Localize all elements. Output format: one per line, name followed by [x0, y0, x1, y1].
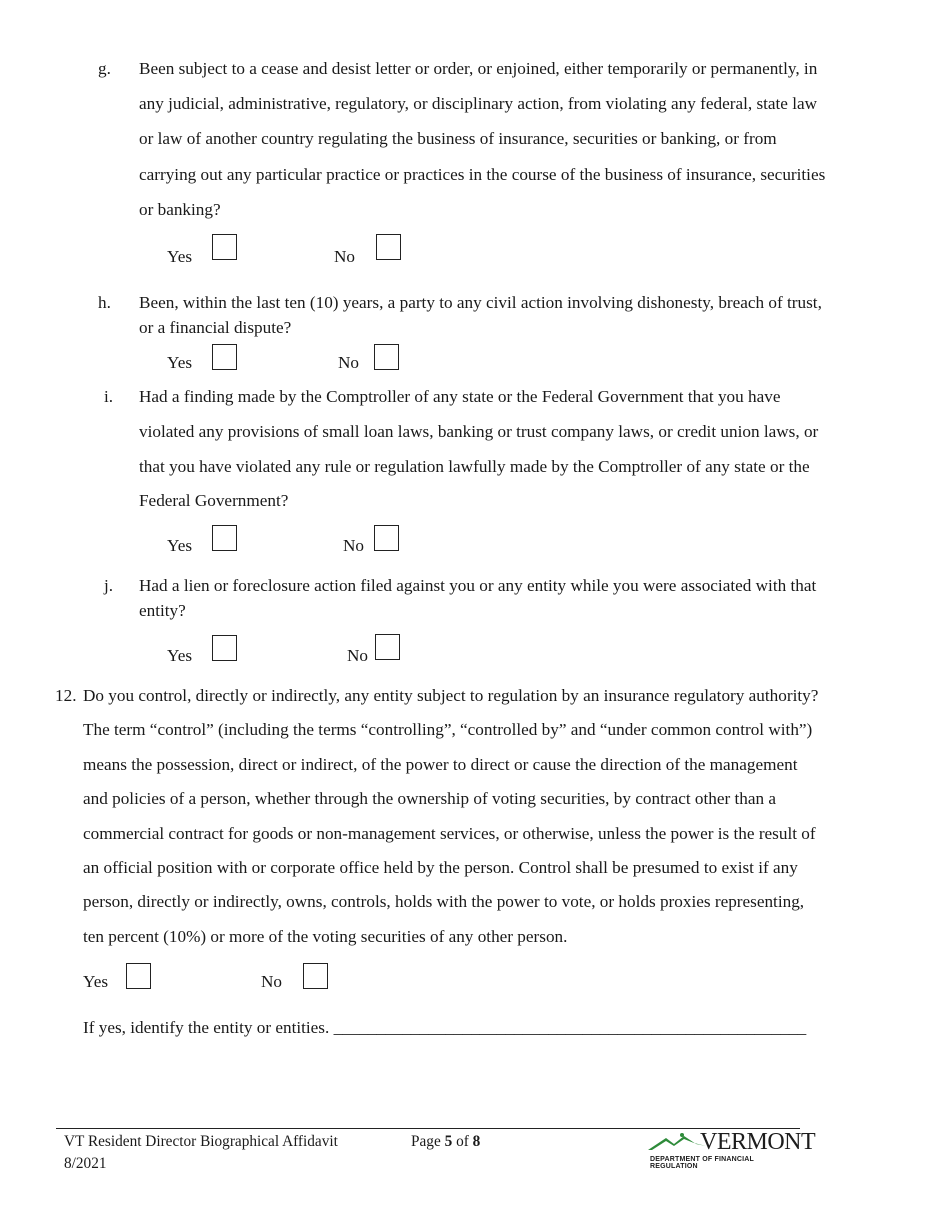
item-i-line-4: Federal Government? [139, 491, 289, 510]
item-j-no-label: No [347, 646, 369, 665]
question-12-line-6: an official position with or corporate office held by the person. Control shall be presumed to exist if any [83, 858, 798, 877]
question-12-no-checkbox[interactable] [303, 963, 328, 989]
item-h-line-1: Been, within the last ten (10) years, a party to any civil action involving dishonesty, breach of trust, [139, 293, 822, 312]
question-12-no-label: No [261, 972, 283, 991]
item-i-line-2: violated any provisions of small loan laws, banking or trust company laws, or credit union laws, or [139, 422, 819, 441]
item-i-no-checkbox[interactable] [374, 525, 399, 551]
item-g-line-5: or banking? [139, 200, 221, 219]
logo-vermont: VERMONT [700, 1129, 816, 1155]
item-j-letter: j. [104, 576, 114, 595]
item-g-line-2: any judicial, administrative, regulatory, or disciplinary action, from violating any federal, state law [139, 94, 818, 113]
logo-department: DEPARTMENT OF FINANCIAL REGULATION [650, 1156, 754, 1170]
item-i-letter: i. [104, 387, 114, 406]
item-j-no-checkbox[interactable] [375, 634, 400, 660]
question-12-line-8: ten percent (10%) or more of the voting securities of any other person. [83, 927, 568, 946]
item-g-line-1: Been subject to a cease and desist letter or order, or enjoined, either temporarily or permanently, in [139, 59, 818, 78]
item-j-line-2: entity? [139, 601, 186, 620]
item-i-line-1: Had a finding made by the Comptroller of any state or the Federal Government that you have [139, 387, 781, 406]
mountain-icon [648, 1132, 706, 1152]
question-12-line-3: means the possession, direct or indirect, of the power to direct or cause the direction of the management [83, 755, 798, 774]
item-j-line-1: Had a lien or foreclosure action filed against you or any entity while you were associated with that [139, 576, 817, 595]
question-12-number: 12. [55, 686, 77, 705]
question-12-line-7: person, directly or indirectly, owns, controls, holds with the power to vote, or holds proxies representing, [83, 892, 805, 911]
question-12-line-4: and policies of a person, whether through the ownership of voting securities, by contract other than a [83, 789, 777, 808]
item-j-yes-checkbox[interactable] [212, 635, 237, 661]
page-word: Page [411, 1133, 441, 1150]
question-12-line-2: The term “control” (including the terms “controlling”, “controlled by” and “under common control with”) [83, 720, 813, 739]
question-12-line-5: commercial contract for goods or non-management services, or otherwise, unless the power is the result of [83, 824, 816, 843]
item-i-yes-label: Yes [167, 536, 193, 555]
question-12-line-1: Do you control, directly or indirectly, any entity subject to regulation by an insurance regulatory authority? [83, 686, 819, 705]
item-h-line-2: or a financial dispute? [139, 318, 292, 337]
item-h-no-label: No [338, 353, 360, 372]
vermont-dfr-logo [648, 1129, 816, 1170]
item-g-line-4: carrying out any particular practice or practices in the course of the business of insurance, securities [139, 165, 826, 184]
item-h-no-checkbox[interactable] [374, 344, 399, 370]
item-h-yes-checkbox[interactable] [212, 344, 237, 370]
question-12-yes-label: Yes [83, 972, 109, 991]
item-g-letter: g. [98, 59, 111, 78]
footer-form-title: VT Resident Director Biographical Affidavit [64, 1133, 338, 1150]
footer-page-number [411, 1133, 480, 1151]
item-i-line-3: that you have violated any rule or regulation lawfully made by the Comptroller of any state or the [139, 457, 810, 476]
item-g-yes-label: Yes [167, 247, 193, 266]
item-j-yes-label: Yes [167, 646, 193, 665]
item-i-no-label: No [343, 536, 365, 555]
item-g-no-checkbox[interactable] [376, 234, 401, 260]
footer-date: 8/2021 [64, 1155, 107, 1172]
item-h-yes-label: Yes [167, 353, 193, 372]
item-i-yes-checkbox[interactable] [212, 525, 237, 551]
question-12-yes-checkbox[interactable] [126, 963, 151, 989]
item-g-yes-checkbox[interactable] [212, 234, 237, 260]
item-h-letter: h. [98, 293, 111, 312]
item-g-line-3: or law of another country regulating the business of insurance, securities or banking, or from [139, 129, 777, 148]
footer-rule [56, 1128, 800, 1129]
page-of: of [456, 1133, 469, 1150]
identify-entities-field[interactable]: If yes, identify the entity or entities. _______________________________________________________ [83, 1018, 807, 1037]
item-g-no-label: No [334, 247, 356, 266]
page-total: 8 [472, 1133, 481, 1150]
page-current: 5 [444, 1133, 453, 1150]
